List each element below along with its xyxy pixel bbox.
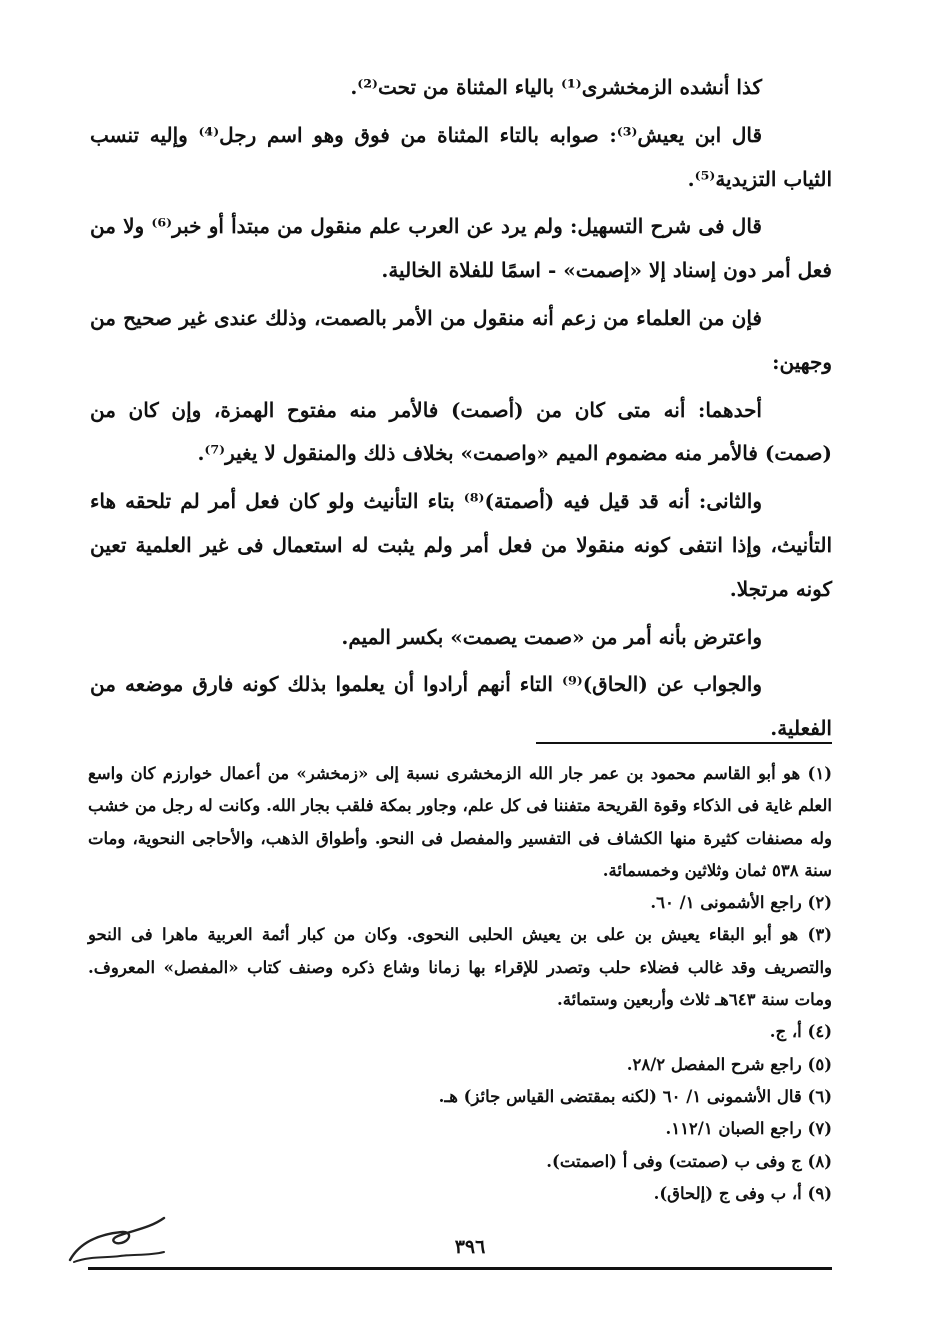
paragraph-6: والثانى: أنه قد قيل فيه (أصمتة)⁽⁸⁾ بتاء التأنيث ولو كان فعل أمر لم تلحقه هاء التأنيث، وإذا انتفى كونه منقولا من فعل أمر ولم يثبت له استعمال فى غير العلمية تعين كونه مرتجلا. [90, 489, 832, 601]
paragraph-1: كذا أنشده الزمخشرى⁽¹⁾ بالياء المثناة من تحت⁽²⁾. [350, 75, 762, 99]
paragraph-8: والجواب عن (الحاق)⁽⁹⁾ التاء أنهم أرادوا أن يعلموا بذلك كونه فارق موضعه من الفعلية. [90, 672, 832, 741]
paragraph-2: قال ابن يعيش⁽³⁾: صوابه بالتاء المثناة من فوق وهو اسم رجل⁽⁴⁾ وإليه تنسب الثياب التزيدية⁽⁵⁾. [90, 122, 832, 191]
paragraph-4: فإن من العلماء من زعم أنه منقول من الأمر بالصمت، وذلك عندى غير صحيح من وجهين: [90, 305, 832, 374]
footnote-6: (٦) قال الأشمونى ١/ ٦٠ (لكنه بمقتضى القياس جائز) هـ. [438, 1086, 832, 1106]
bottom-rule [88, 1267, 832, 1270]
paragraph-7: واعترض بأنه أمر من «صمت يصمت» بكسر الميم. [341, 624, 762, 649]
footnote-5: (٥) راجع شرح المفصل ٢٨/٢. [626, 1054, 832, 1074]
footnote-9: (٩) أ، ب وفى ج (إلحاق). [653, 1183, 832, 1203]
footnotes [88, 758, 832, 1210]
footnote-8: (٨) ج وفى ب (صمتت) وفى أ (اصمتت). [546, 1151, 832, 1171]
paragraph-5: أحدهما: أنه متى كان من (أصمت) فالأمر منه مفتوح الهمزة، وإن كان من (صمت) فالأمر منه مضموم الميم «واصمت» بخلاف ذلك والمنقول لا يغير⁽⁷⁾. [90, 397, 832, 466]
paragraph-3: قال فى شرح التسهيل: ولم يرد عن العرب علم منقول من مبتدأ أو خبر⁽⁶⁾ ولا من فعل أمر دون إسناد إلا «إصمت» - اسمًا للفلاة الخالية. [90, 214, 832, 283]
handwritten-mark [60, 1212, 170, 1274]
footnote-1: (١) هو أبو القاسم محمود بن عمر جار الله الزمخشرى نسبة إلى «زمخشر» من أعمال خوارزم كان واسع العلم غاية فى الذكاء وقوة القريحة متفننا فى كل علم، وجاور بمكة فلقب بجار الله. وكانت له رجل من خشب وله مصنفات كثيرة منها الكشاف فى التفسير والمفصل فى النحو. وأطواق الذهب، والأحاجى النحوية، ومات سنة ٥٣٨ ثمان وثلاثين وخمسمائة. [88, 764, 832, 880]
main-text [90, 66, 832, 751]
footnote-2: (٢) راجع الأشمونى ١/ ٦٠. [650, 893, 832, 913]
footnote-separator [536, 742, 832, 744]
page-number: ٣٩٦ [454, 1236, 486, 1258]
footnote-3: (٣) هو أبو البقاء يعيش بن على بن يعيش الحلبى النحوى. وكان من كبار أئمة العربية ماهرا فى النحو والتصريف وقد غالب فضلاء حلب وتصدر للإقراء بها زمانا وشاع ذكره وصنف كتاب «المفصل» المعروف. ومات سنة ٦٤٣هـ ثلاث وأربعين وستمائة. [88, 925, 832, 1010]
footnote-7: (٧) راجع الصبان ١١٢/١. [665, 1119, 832, 1139]
footnote-4: (٤) أ، ج. [769, 1022, 832, 1042]
